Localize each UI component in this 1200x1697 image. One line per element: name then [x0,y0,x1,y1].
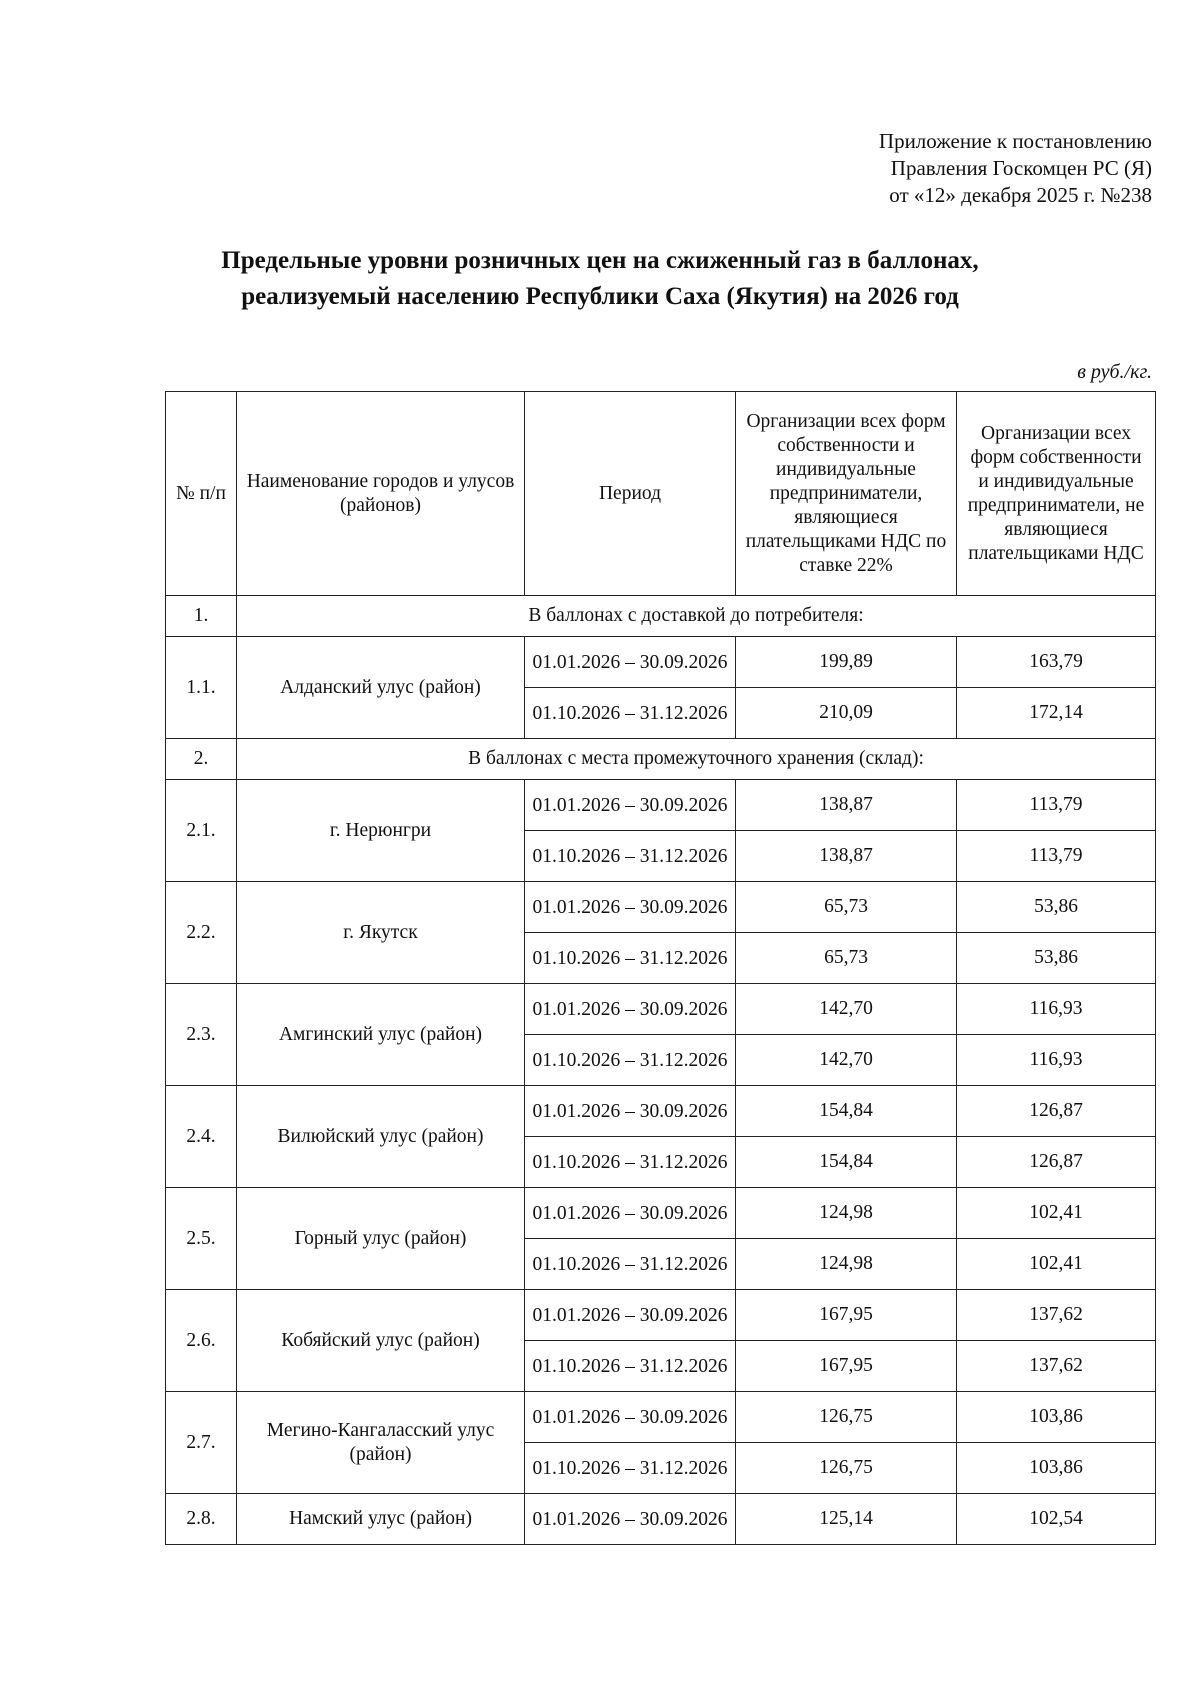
row-number: 2.6. [166,1290,237,1392]
period-cell: 01.10.2026 – 31.12.2026 [525,688,736,739]
row-number: 2.7. [166,1392,237,1494]
table-row [166,1086,1156,1137]
price-non-vat-cell: 116,93 [957,984,1156,1035]
row-number: 2.8. [166,1494,237,1545]
locality-name: Мегино-Кангаласский улус (район) [237,1392,525,1494]
price-vat-cell: 167,95 [736,1290,957,1341]
section-number: 1. [166,596,237,637]
price-non-vat-cell: 103,86 [957,1392,1156,1443]
price-non-vat-cell: 126,87 [957,1137,1156,1188]
price-vat-cell: 154,84 [736,1137,957,1188]
period-cell: 01.01.2026 – 30.09.2026 [525,637,736,688]
price-non-vat-cell: 53,86 [957,933,1156,984]
price-vat-cell: 154,84 [736,1086,957,1137]
price-table [165,391,1156,1545]
price-non-vat-cell: 102,41 [957,1188,1156,1239]
section-number: 2. [166,739,237,780]
table-row [166,1392,1156,1443]
price-non-vat-cell: 137,62 [957,1290,1156,1341]
price-non-vat-cell: 103,86 [957,1443,1156,1494]
price-non-vat-cell: 172,14 [957,688,1156,739]
row-number: 2.5. [166,1188,237,1290]
locality-name: Амгинский улус (район) [237,984,525,1086]
row-number: 2.4. [166,1086,237,1188]
period-cell: 01.10.2026 – 31.12.2026 [525,831,736,882]
period-cell: 01.10.2026 – 31.12.2026 [525,933,736,984]
period-cell: 01.01.2026 – 30.09.2026 [525,984,736,1035]
price-vat-cell: 138,87 [736,780,957,831]
period-cell: 01.10.2026 – 31.12.2026 [525,1035,736,1086]
locality-name: Намский улус (район) [237,1494,525,1545]
period-cell: 01.01.2026 – 30.09.2026 [525,1086,736,1137]
period-cell: 01.01.2026 – 30.09.2026 [525,1392,736,1443]
approval-note [879,128,1152,209]
header-non-vat-payers: Организации всех форм собственности и индивидуальные предприниматели, не являющиеся плательщиками НДС [957,392,1156,596]
table-row [166,1494,1156,1545]
price-non-vat-cell: 116,93 [957,1035,1156,1086]
row-number: 1.1. [166,637,237,739]
price-non-vat-cell: 126,87 [957,1086,1156,1137]
header-name: Наименование городов и улусов (районов) [237,392,525,596]
table-header-row [166,392,1156,596]
price-vat-cell: 65,73 [736,882,957,933]
price-non-vat-cell: 53,86 [957,882,1156,933]
table-row [166,637,1156,688]
title-line-1: Предельные уровни розничных цен на сжиженный газ в баллонах, [221,247,979,274]
price-vat-cell: 167,95 [736,1341,957,1392]
period-cell: 01.10.2026 – 31.12.2026 [525,1239,736,1290]
price-non-vat-cell: 137,62 [957,1341,1156,1392]
price-table-body [166,392,1156,1545]
table-row [166,1290,1156,1341]
approval-line-2: Правления Госкомцен РС (Я) [890,156,1152,180]
price-vat-cell: 125,14 [736,1494,957,1545]
price-non-vat-cell: 113,79 [957,780,1156,831]
locality-name: Алданский улус (район) [237,637,525,739]
units-label: в руб./кг. [1077,361,1152,383]
approval-line-1: Приложение к постановлению [878,129,1152,153]
period-cell: 01.10.2026 – 31.12.2026 [525,1341,736,1392]
period-cell: 01.10.2026 – 31.12.2026 [525,1137,736,1188]
table-row [166,984,1156,1035]
price-vat-cell: 65,73 [736,933,957,984]
locality-name: Кобяйский улус (район) [237,1290,525,1392]
price-vat-cell: 210,09 [736,688,957,739]
section-label: В баллонах с доставкой до потребителя: [237,596,1156,637]
header-vat-payers: Организации всех форм собственности и индивидуальные предприниматели, являющиеся плательщиками НДС по ставке 22% [736,392,957,596]
period-cell: 01.10.2026 – 31.12.2026 [525,1443,736,1494]
section-label: В баллонах с места промежуточного хранения (склад): [237,739,1156,780]
price-vat-cell: 126,75 [736,1443,957,1494]
price-vat-cell: 124,98 [736,1239,957,1290]
approval-line-3: от «12» декабря 2025 г. №238 [889,183,1152,207]
price-vat-cell: 142,70 [736,1035,957,1086]
price-vat-cell: 142,70 [736,984,957,1035]
table-row [166,780,1156,831]
header-period: Период [525,392,736,596]
period-cell: 01.01.2026 – 30.09.2026 [525,1290,736,1341]
locality-name: г. Нерюнгри [237,780,525,882]
period-cell: 01.01.2026 – 30.09.2026 [525,1188,736,1239]
price-vat-cell: 138,87 [736,831,957,882]
table-row [166,882,1156,933]
header-num: № п/п [166,392,237,596]
locality-name: г. Якутск [237,882,525,984]
table-row [166,1188,1156,1239]
price-vat-cell: 126,75 [736,1392,957,1443]
section-row [166,739,1156,780]
price-non-vat-cell: 113,79 [957,831,1156,882]
locality-name: Горный улус (район) [237,1188,525,1290]
row-number: 2.2. [166,882,237,984]
price-non-vat-cell: 102,41 [957,1239,1156,1290]
section-row [166,596,1156,637]
price-non-vat-cell: 163,79 [957,637,1156,688]
period-cell: 01.01.2026 – 30.09.2026 [525,780,736,831]
price-non-vat-cell: 102,54 [957,1494,1156,1545]
price-vat-cell: 124,98 [736,1188,957,1239]
row-number: 2.1. [166,780,237,882]
title-line-2: реализуемый населению Республики Саха (Якутия) на 2026 год [241,283,959,310]
locality-name: Вилюйский улус (район) [237,1086,525,1188]
price-vat-cell: 199,89 [736,637,957,688]
row-number: 2.3. [166,984,237,1086]
period-cell: 01.01.2026 – 30.09.2026 [525,882,736,933]
period-cell: 01.01.2026 – 30.09.2026 [525,1494,736,1545]
document-title [0,243,1200,315]
